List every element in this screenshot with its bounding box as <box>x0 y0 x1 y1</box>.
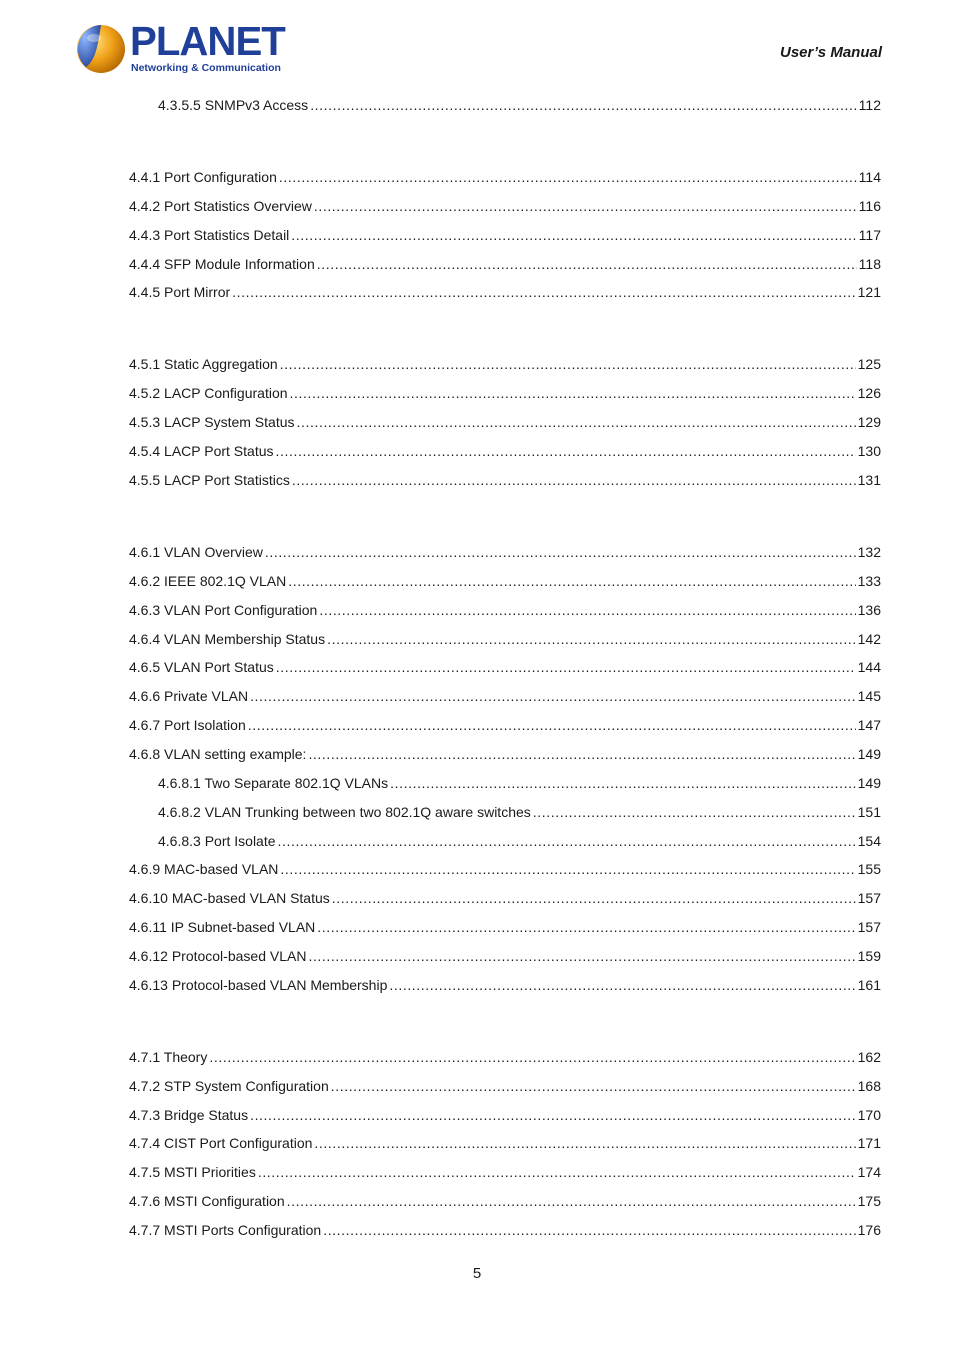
toc-entry[interactable] <box>129 1077 881 1095</box>
toc-entry[interactable] <box>158 832 881 850</box>
toc-entry-title: 4.4.2 Port Statistics Overview <box>129 198 312 214</box>
toc-entry-title: 4.5.1 Static Aggregation <box>129 356 278 372</box>
brand-name: PLANET <box>130 18 285 64</box>
toc-entry-title: 4.7.2 STP System Configuration <box>129 1078 329 1094</box>
toc-entry-page: 157 <box>857 890 881 906</box>
toc-entry[interactable] <box>129 1163 881 1181</box>
toc-entry-title: 4.6.13 Protocol-based VLAN Membership <box>129 977 388 993</box>
toc-leader-dots <box>327 630 856 648</box>
toc-entry-page: 112 <box>858 97 881 113</box>
toc-leader-dots <box>232 283 856 301</box>
toc-entry-title: 4.4.1 Port Configuration <box>129 169 277 185</box>
toc-entry-page: 149 <box>857 746 881 762</box>
toc-entry-title: 4.6.8.1 Two Separate 802.1Q VLANs <box>158 775 389 791</box>
toc-leader-dots <box>279 168 857 186</box>
toc-entry[interactable] <box>129 601 881 619</box>
toc-entry-title: 4.6.6 Private VLAN <box>129 688 249 704</box>
toc-leader-dots <box>280 860 855 878</box>
toc-entry[interactable] <box>129 630 881 648</box>
toc-entry-page: 157 <box>857 919 881 935</box>
toc-entry-title: 4.7.6 MSTI Configuration <box>129 1193 285 1209</box>
toc-leader-dots <box>288 572 855 590</box>
toc-leader-dots <box>331 1077 856 1095</box>
toc-entry-title: 4.4.3 Port Statistics Detail <box>129 227 290 243</box>
toc-leader-dots <box>308 745 855 763</box>
toc-leader-dots <box>317 918 855 936</box>
toc-entry[interactable] <box>129 413 881 431</box>
toc-entry-page: 131 <box>857 472 881 488</box>
toc-entry[interactable] <box>129 355 881 373</box>
toc-leader-dots <box>250 1106 856 1124</box>
toc-entry-page: 151 <box>857 804 881 820</box>
toc-entry-title: 4.5.2 LACP Configuration <box>129 385 288 401</box>
toc-entry[interactable] <box>129 716 881 734</box>
toc-leader-dots <box>280 355 856 373</box>
toc-entry-title: 4.6.1 VLAN Overview <box>129 544 263 560</box>
toc-entry-page: 132 <box>857 544 881 560</box>
toc-leader-dots <box>258 1163 856 1181</box>
toc-entry-page: 114 <box>858 169 881 185</box>
toc-entry-page: 136 <box>857 602 881 618</box>
toc-entry-page: 147 <box>857 717 881 733</box>
toc-leader-dots <box>319 601 855 619</box>
toc-leader-dots <box>265 543 856 561</box>
toc-entry-title: 4.6.3 VLAN Port Configuration <box>129 602 318 618</box>
toc-entry-page: 116 <box>858 198 881 214</box>
toc-entry[interactable] <box>129 687 881 705</box>
toc-entry-page: 174 <box>857 1164 881 1180</box>
toc-entry-title: 4.6.8.2 VLAN Trunking between two 802.1Q aware switches <box>158 804 531 820</box>
users-manual-label: User’s Manual <box>780 44 882 61</box>
toc-entry[interactable] <box>158 96 881 114</box>
toc-leader-dots <box>276 442 856 460</box>
toc-entry-page: 130 <box>857 443 881 459</box>
toc-entry-page: 145 <box>857 688 881 704</box>
toc-entry-page: 159 <box>857 948 881 964</box>
toc-entry-page: 171 <box>857 1135 881 1151</box>
toc-entry[interactable] <box>129 889 881 907</box>
toc-leader-dots <box>317 255 857 273</box>
toc-entry-title: 4.7.1 Theory <box>129 1049 208 1065</box>
toc-leader-dots <box>389 976 855 994</box>
toc-leader-dots <box>308 947 855 965</box>
toc-entry[interactable] <box>129 168 881 186</box>
toc-entry[interactable] <box>129 384 881 402</box>
toc-entry-page: 155 <box>857 861 881 877</box>
toc-entry-title: 4.5.4 LACP Port Status <box>129 443 274 459</box>
toc-leader-dots <box>310 96 856 114</box>
toc-leader-dots <box>209 1048 855 1066</box>
toc-entry-title: 4.6.11 IP Subnet-based VLAN <box>129 919 316 935</box>
toc-entry-page: 142 <box>857 631 881 647</box>
toc-entry[interactable] <box>129 976 881 994</box>
toc-entry[interactable] <box>158 803 881 821</box>
toc-entry[interactable] <box>129 658 881 676</box>
toc-leader-dots <box>276 658 856 676</box>
toc-entry[interactable] <box>129 860 881 878</box>
toc-entry[interactable] <box>129 197 881 215</box>
toc-leader-dots <box>248 716 856 734</box>
planet-logo <box>74 18 285 78</box>
toc-entry-page: 126 <box>857 385 881 401</box>
toc-entry-title: 4.3.5.5 SNMPv3 Access <box>158 97 309 113</box>
toc-entry-title: 4.6.10 MAC-based VLAN Status <box>129 890 330 906</box>
toc-entry[interactable] <box>129 442 881 460</box>
toc-entry-title: 4.7.7 MSTI Ports Configuration <box>129 1222 322 1238</box>
brand-tagline: Networking & Communication <box>131 62 281 74</box>
toc-entry-title: 4.5.3 LACP System Status <box>129 414 295 430</box>
toc-entry[interactable] <box>129 918 881 936</box>
toc-entry-page: 168 <box>857 1078 881 1094</box>
toc-entry[interactable] <box>129 1134 881 1152</box>
toc-leader-dots <box>332 889 856 907</box>
toc-leader-dots <box>390 774 856 792</box>
toc-leader-dots <box>314 1134 855 1152</box>
toc-entry-page: 133 <box>857 573 881 589</box>
toc-leader-dots <box>292 471 856 489</box>
toc-entry-title: 4.6.8.3 Port Isolate <box>158 833 276 849</box>
toc-entry-title: 4.6.9 MAC-based VLAN <box>129 861 279 877</box>
toc-entry[interactable] <box>129 471 881 489</box>
toc-entry-title: 4.6.2 IEEE 802.1Q VLAN <box>129 573 287 589</box>
globe-icon <box>74 22 128 76</box>
toc-entry-page: 154 <box>857 833 881 849</box>
toc-entry[interactable] <box>129 1106 881 1124</box>
toc-entry-title: 4.6.7 Port Isolation <box>129 717 246 733</box>
toc-entry[interactable] <box>129 543 881 561</box>
toc-entry-page: 149 <box>857 775 881 791</box>
toc-leader-dots <box>250 687 856 705</box>
toc-leader-dots <box>323 1221 855 1239</box>
toc-leader-dots <box>314 197 857 215</box>
toc-entry-title: 4.7.3 Bridge Status <box>129 1107 249 1123</box>
toc-entry-page: 162 <box>857 1049 881 1065</box>
toc-entry-page: 144 <box>857 659 881 675</box>
toc-entry[interactable] <box>129 1192 881 1210</box>
toc-entry-title: 4.6.8 VLAN setting example: <box>129 746 307 762</box>
toc-leader-dots <box>297 413 856 431</box>
toc-entry-page: 121 <box>857 284 881 300</box>
toc-entry[interactable] <box>129 226 881 244</box>
toc-entry-title: 4.4.5 Port Mirror <box>129 284 231 300</box>
toc-entry-page: 176 <box>857 1222 881 1238</box>
toc-entry[interactable] <box>129 1048 881 1066</box>
toc-entry[interactable] <box>129 745 881 763</box>
toc-entry-page: 161 <box>857 977 881 993</box>
toc-entry-page: 170 <box>857 1107 881 1123</box>
toc-entry-title: 4.6.5 VLAN Port Status <box>129 659 274 675</box>
toc-entry-page: 125 <box>857 356 881 372</box>
toc-entry-page: 118 <box>858 256 881 272</box>
toc-entry-page: 117 <box>858 227 881 243</box>
toc-entry[interactable] <box>129 255 881 273</box>
page-number: 5 <box>472 1265 482 1282</box>
toc-leader-dots <box>287 1192 856 1210</box>
toc-entry-title: 4.7.4 CIST Port Configuration <box>129 1135 313 1151</box>
toc-entry[interactable] <box>129 572 881 590</box>
toc-entry[interactable] <box>129 1221 881 1239</box>
toc-entry-page: 175 <box>857 1193 881 1209</box>
toc-entry-title: 4.6.12 Protocol-based VLAN <box>129 948 307 964</box>
toc-leader-dots <box>278 832 856 850</box>
toc-entry-title: 4.5.5 LACP Port Statistics <box>129 472 290 488</box>
toc-entry-title: 4.6.4 VLAN Membership Status <box>129 631 326 647</box>
toc-entry[interactable] <box>158 774 881 792</box>
toc-leader-dots <box>290 384 856 402</box>
toc-entry[interactable] <box>129 947 881 965</box>
toc-entry-title: 4.4.4 SFP Module Information <box>129 256 315 272</box>
toc-entry[interactable] <box>129 283 881 301</box>
toc-leader-dots <box>533 803 856 821</box>
toc-leader-dots <box>291 226 856 244</box>
toc-entry-title: 4.7.5 MSTI Priorities <box>129 1164 256 1180</box>
toc-entry-page: 129 <box>857 414 881 430</box>
